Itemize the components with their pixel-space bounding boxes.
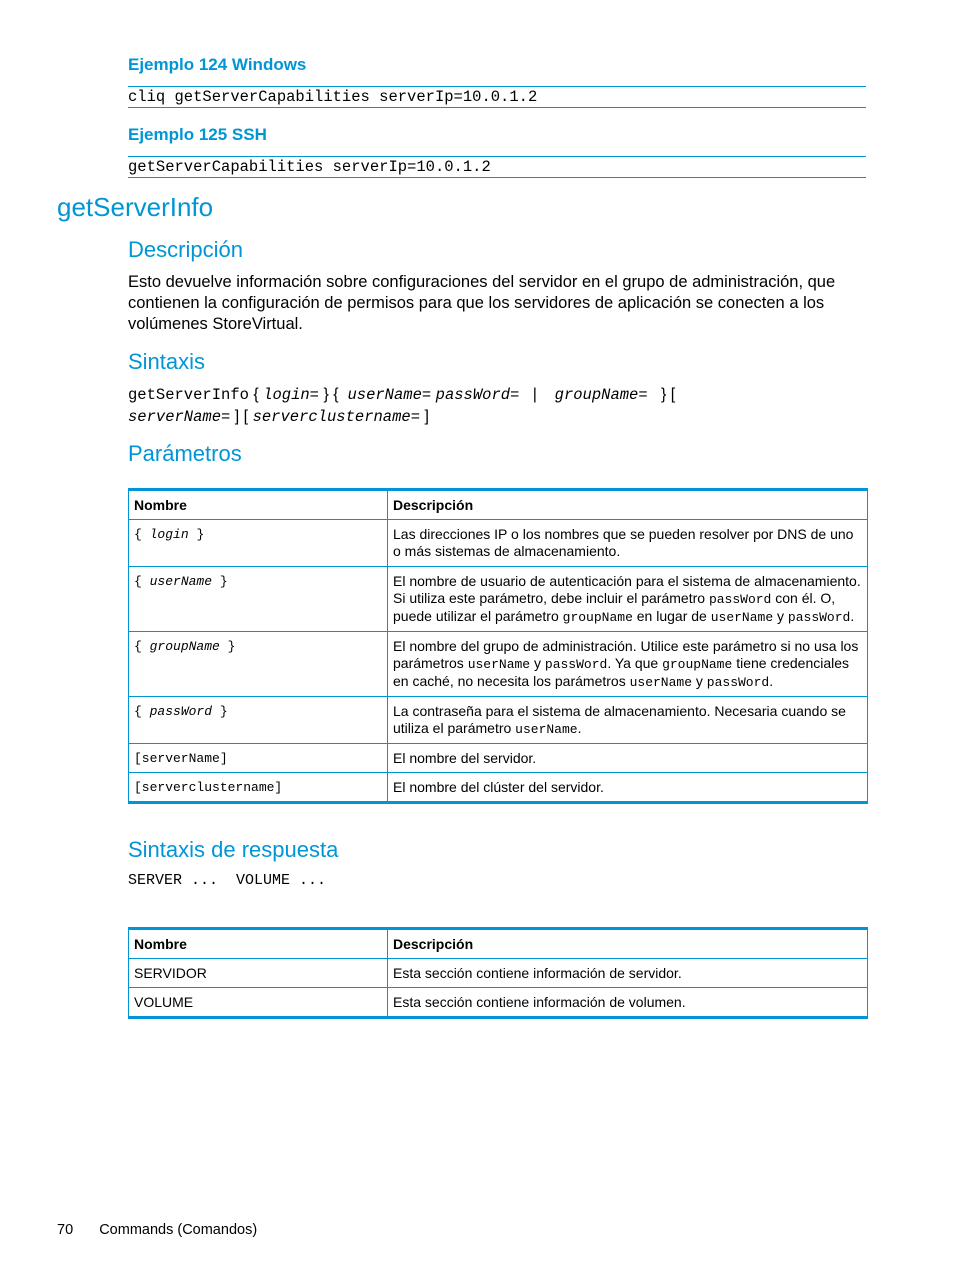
param-desc: El nombre del clúster del servidor. xyxy=(388,773,868,803)
param-desc: El nombre del grupo de administración. Utilice este parámetro si no usa los parámetros userName y passWord. Ya que groupName tiene credenciales en caché, no necesita los parámetros userName y passWord. xyxy=(388,632,868,697)
syntax-brace: } { xyxy=(323,386,339,403)
sintaxis-heading: Sintaxis xyxy=(128,349,206,374)
param-name: { login } xyxy=(129,520,388,567)
response-code: SERVER ... VOLUME ... xyxy=(128,872,327,889)
param-name: { passWord } xyxy=(129,697,388,744)
syntax-username: userName= xyxy=(347,386,432,404)
col-header-desc: Descripción xyxy=(388,929,868,959)
page-title: getServerInfo xyxy=(57,192,214,222)
descripcion-text: Esto devuelve información sobre configuraciones del servidor en el grupo de administración, que contienen la configuración de permisos para que los servidores de aplicación se conecten a los volúmenes StoreVirtual. xyxy=(128,273,836,333)
syntax-brace: { xyxy=(253,386,259,403)
syntax-password: passWord= xyxy=(435,386,520,404)
syntax-groupname: groupName= xyxy=(554,386,648,404)
example-124-code: cliq getServerCapabilities serverIp=10.0.1.2 xyxy=(128,86,866,108)
example-125-label: Ejemplo 125 SSH xyxy=(128,125,267,144)
table-row xyxy=(129,567,868,632)
table-row xyxy=(129,988,868,1018)
param-desc: La contraseña para el sistema de almacenamiento. Necesaria cuando se utiliza el parámetro userName. xyxy=(388,697,868,744)
syntax-servercluster: serverclustername= xyxy=(252,408,421,426)
param-name: [serverclustername] xyxy=(129,773,388,803)
param-name: { userName } xyxy=(129,567,388,632)
table-header-row xyxy=(129,929,868,959)
table-row xyxy=(129,959,868,988)
example-125-code: getServerCapabilities serverIp=10.0.1.2 xyxy=(128,156,866,178)
response-table xyxy=(128,927,868,1019)
response-name: VOLUME xyxy=(129,988,388,1018)
table-row xyxy=(129,744,868,773)
respuesta-heading: Sintaxis de respuesta xyxy=(128,837,339,862)
page-number: 70 xyxy=(57,1222,74,1238)
param-desc: Las direcciones IP o los nombres que se pueden resolver por DNS de uno o más sistemas de almacenamiento. xyxy=(388,520,868,567)
syntax-login: login= xyxy=(263,386,319,404)
param-name: { groupName } xyxy=(129,632,388,697)
parametros-heading: Parámetros xyxy=(128,441,242,466)
syntax-bracket: ] xyxy=(424,408,429,425)
table-row xyxy=(129,520,868,567)
syntax-line-1 xyxy=(128,384,675,406)
descripcion-heading: Descripción xyxy=(128,237,243,262)
col-header-name: Nombre xyxy=(129,929,388,959)
col-header-desc: Descripción xyxy=(388,490,868,520)
table-row xyxy=(129,632,868,697)
syntax-pipe: | xyxy=(532,386,537,403)
param-name: [serverName] xyxy=(129,744,388,773)
table-row xyxy=(129,773,868,803)
response-name: SERVIDOR xyxy=(129,959,388,988)
table-row xyxy=(129,697,868,744)
syntax-bracket: ] [ xyxy=(234,408,249,425)
example-124-label: Ejemplo 124 Windows xyxy=(128,55,307,74)
syntax-line-2 xyxy=(128,406,429,428)
syntax-brace: } [ xyxy=(661,386,676,403)
parameters-table xyxy=(128,488,868,804)
page-footer xyxy=(57,1222,257,1238)
response-desc: Esta sección contiene información de servidor. xyxy=(388,959,868,988)
table-header-row xyxy=(129,490,868,520)
response-desc: Esta sección contiene información de volumen. xyxy=(388,988,868,1018)
param-desc: El nombre de usuario de autenticación para el sistema de almacenamiento. Si utiliza este parámetro, debe incluir el parámetro passWord con él. O, puede utilizar el parámetro groupName en lugar de userName y passWord. xyxy=(388,567,868,632)
footer-section: Commands (Comandos) xyxy=(99,1222,258,1238)
syntax-command: getServerInfo xyxy=(128,386,249,404)
syntax-servername: serverName= xyxy=(128,408,231,426)
col-header-name: Nombre xyxy=(129,490,388,520)
param-desc: El nombre del servidor. xyxy=(388,744,868,773)
